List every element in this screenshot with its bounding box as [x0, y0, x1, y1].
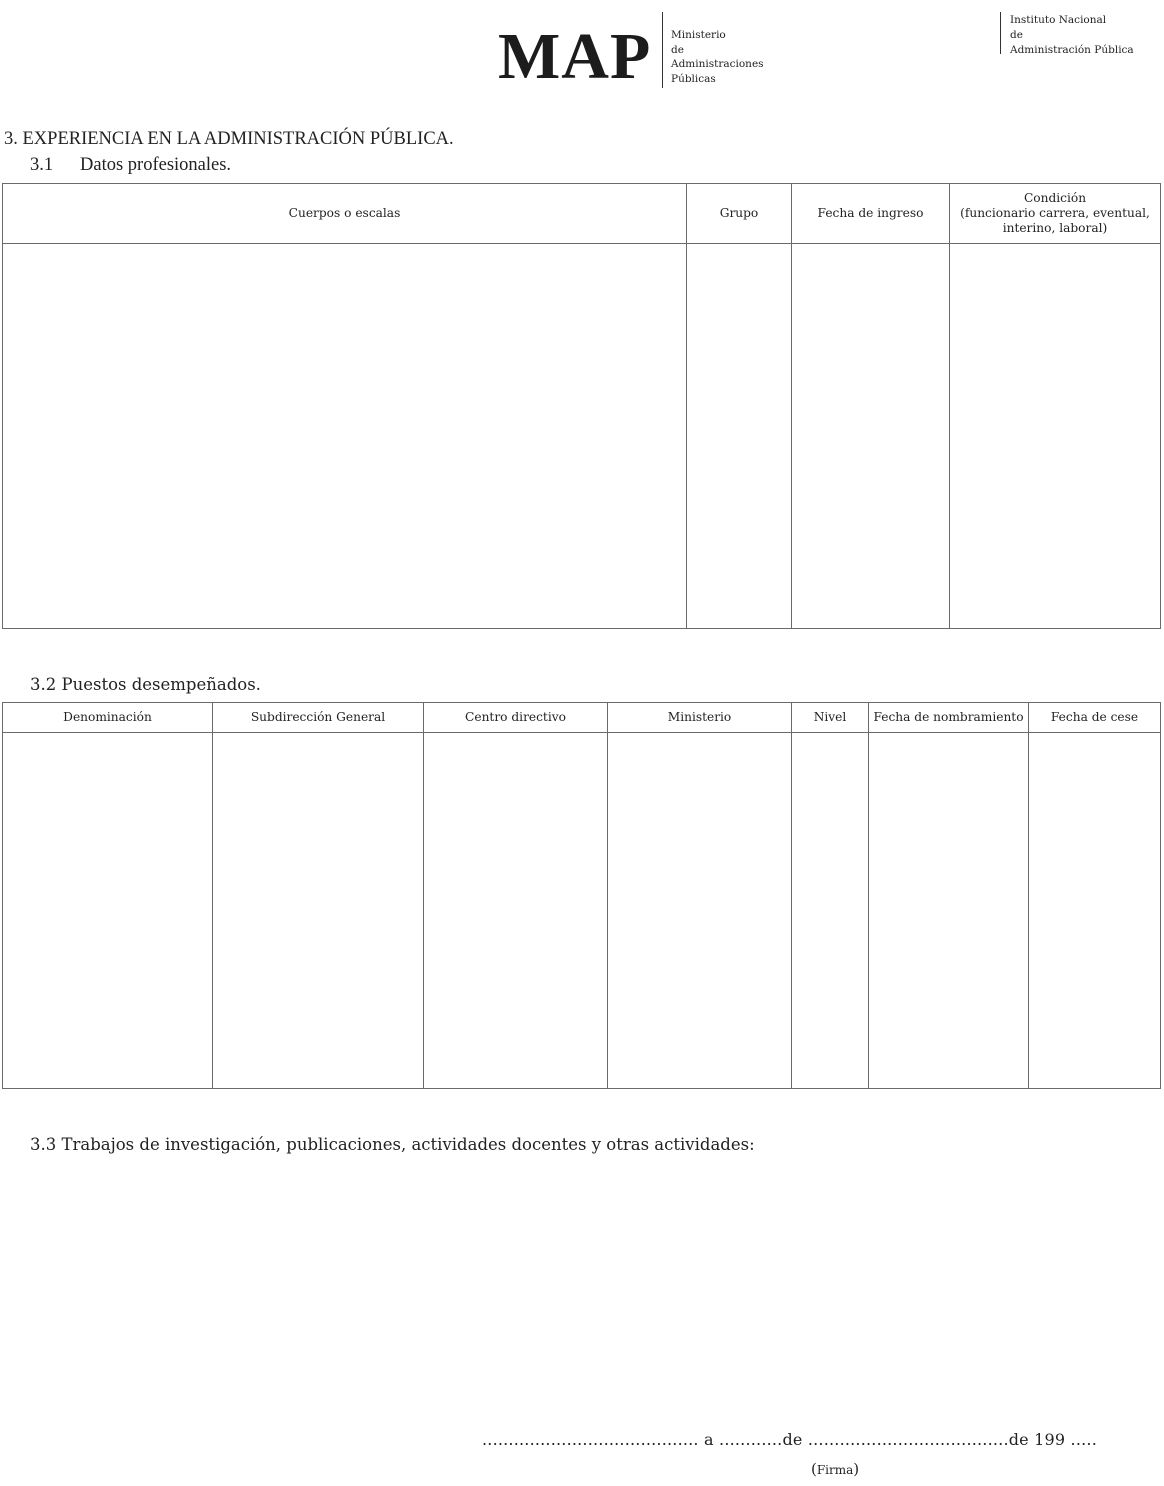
- institute-divider: [1000, 12, 1001, 54]
- table-row: [3, 244, 1161, 629]
- section-3-3-title: 3.3 Trabajos de investigación, publicaciones, actividades docentes y otras actividades:: [30, 1135, 755, 1154]
- section-3-1-label: Datos profesionales.: [80, 155, 232, 175]
- ministry-line: Públicas: [671, 72, 716, 85]
- professional-data-table: [2, 183, 1161, 629]
- cuerpos-escalas-field[interactable]: [3, 244, 687, 629]
- table-header-row: [3, 703, 1161, 733]
- header-nivel: Nivel: [792, 703, 869, 733]
- header-centro-directivo: Centro directivo: [424, 703, 608, 733]
- fecha-cese-field[interactable]: [1029, 733, 1161, 1089]
- fecha-ingreso-field[interactable]: [792, 244, 950, 629]
- subdireccion-field[interactable]: [213, 733, 424, 1089]
- map-logo: MAP: [498, 20, 652, 93]
- grupo-field[interactable]: [687, 244, 792, 629]
- ministry-line: Ministerio: [671, 29, 726, 41]
- denominacion-field[interactable]: [3, 733, 213, 1089]
- section-3-2-title: 3.2 Puestos desempeñados.: [30, 675, 261, 694]
- header-fecha-nombramiento: Fecha de nombramiento: [869, 703, 1029, 733]
- institute-name: [1010, 13, 1134, 58]
- signature-label-text: Firma: [816, 1463, 854, 1477]
- ministry-line: de: [671, 43, 684, 56]
- table-row: [3, 733, 1161, 1089]
- header-fecha-ingreso: Fecha de ingreso: [792, 184, 950, 244]
- condicion-line: (funcionario carrera, eventual,: [960, 206, 1150, 220]
- logo-divider: [662, 12, 663, 88]
- fecha-nombramiento-field[interactable]: [869, 733, 1029, 1089]
- header-ministerio: Ministerio: [608, 703, 792, 733]
- header-grupo: Grupo: [687, 184, 792, 244]
- section-3-1-number: 3.1: [30, 155, 54, 175]
- ministry-name: [671, 28, 764, 86]
- condicion-line: Condición: [1023, 191, 1087, 205]
- header-subdireccion-general: Subdirección General: [213, 703, 424, 733]
- signature-date-line[interactable]: ......................................... a ............de ......................................de 199 .....: [482, 1430, 1097, 1449]
- positions-table: [2, 702, 1161, 1089]
- centro-directivo-field[interactable]: [424, 733, 608, 1089]
- header-fecha-cese: Fecha de cese: [1029, 703, 1161, 733]
- table-header-row: [3, 184, 1161, 244]
- section-3-title: 3. EXPERIENCIA EN LA ADMINISTRACIÓN PÚBLICA.: [4, 129, 454, 149]
- institute-line: Instituto Nacional: [1010, 14, 1107, 26]
- ministerio-field[interactable]: [608, 733, 792, 1089]
- condicion-line: interino, laboral): [1002, 221, 1108, 235]
- header-cuerpos-escalas: Cuerpos o escalas: [3, 184, 687, 244]
- institute-line: de: [1010, 29, 1023, 41]
- section-3-1-title: [30, 155, 231, 176]
- ministry-line: Administraciones: [671, 58, 764, 70]
- header-condicion: [950, 184, 1161, 244]
- institute-line: Administración Pública: [1010, 44, 1134, 56]
- header-denominacion: Denominación: [3, 703, 213, 733]
- condicion-field[interactable]: [950, 244, 1161, 629]
- nivel-field[interactable]: [792, 733, 869, 1089]
- signature-label: (Firma): [811, 1460, 860, 1478]
